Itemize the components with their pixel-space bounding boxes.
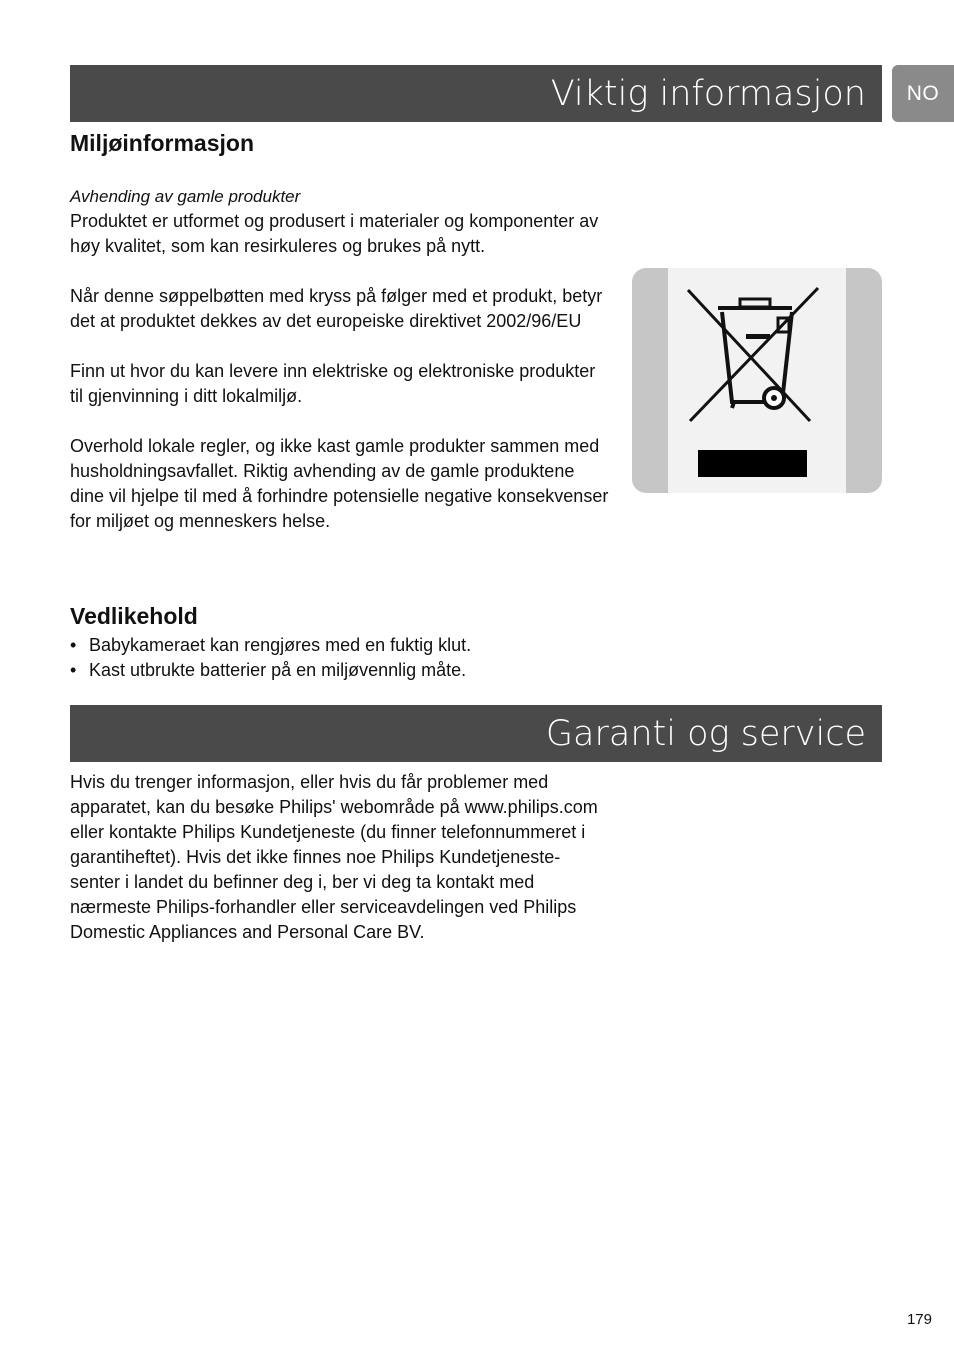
environment-paragraph-2: Når denne søppelbøtten med kryss på følger med et produkt, betyr det at produktet dekkes av det europeiske direktivet 2002/96/EU bbox=[70, 286, 603, 331]
list-item: • Kast utbrukte batterier på en miljøvennlig måte. bbox=[70, 658, 610, 683]
environment-section bbox=[70, 184, 610, 559]
warranty-text: Hvis du trenger informasjon, eller hvis du får problemer med apparatet, kan du besøke Philips' webområde på www.philips.com eller kontakte Philips Kundetjeneste (du finner telefonnummeret i garantiheftet). Hvis det ikke finnes noe Philips Kundetjeneste-senter i landet du befinner deg i, ber vi deg ta kontakt med nærmeste Philips-forhandler eller serviceavdelingen ved Philips Domestic Appliances and Personal Care BV. bbox=[70, 772, 598, 942]
list-item: • Babykameraet kan rengjøres med en fuktig klut. bbox=[70, 633, 610, 658]
maintenance-section bbox=[70, 633, 610, 683]
page-title: Viktig informasjon bbox=[550, 73, 866, 114]
maintenance-heading: Vedlikehold bbox=[70, 603, 198, 629]
environment-paragraph-3: Finn ut hvor du kan levere inn elektriske og elektroniske produkter til gjenvinning i ditt lokalmiljø. bbox=[70, 361, 596, 406]
maintenance-list bbox=[70, 633, 610, 683]
page-title-banner bbox=[70, 65, 882, 122]
environment-subheading: Avhending av gamle produkter bbox=[70, 187, 301, 206]
environment-paragraph-4: Overhold lokale regler, og ikke kast gamle produkter sammen med husholdningsavfallet. Riktig avhending av de gamle produktene dine vil hjelpe til med å forhindre potensielle negative konsekvenser for miljøet og menneskers helse. bbox=[70, 436, 609, 531]
environment-paragraph-1: Produktet er utformet og produsert i materialer og komponenter av høy kvalitet, som kan resirkuleres og brukes på nytt. bbox=[70, 211, 599, 256]
language-tab: NO bbox=[892, 65, 954, 122]
crossed-out-wheelie-bin-icon bbox=[632, 268, 882, 493]
environment-heading: Miljøinformasjon bbox=[70, 130, 254, 156]
warranty-section bbox=[70, 770, 610, 970]
weee-symbol-panel bbox=[632, 268, 882, 493]
section-title-banner bbox=[70, 705, 882, 762]
section-title: Garanti og service bbox=[545, 713, 866, 754]
page-number: 179 bbox=[906, 1311, 932, 1328]
